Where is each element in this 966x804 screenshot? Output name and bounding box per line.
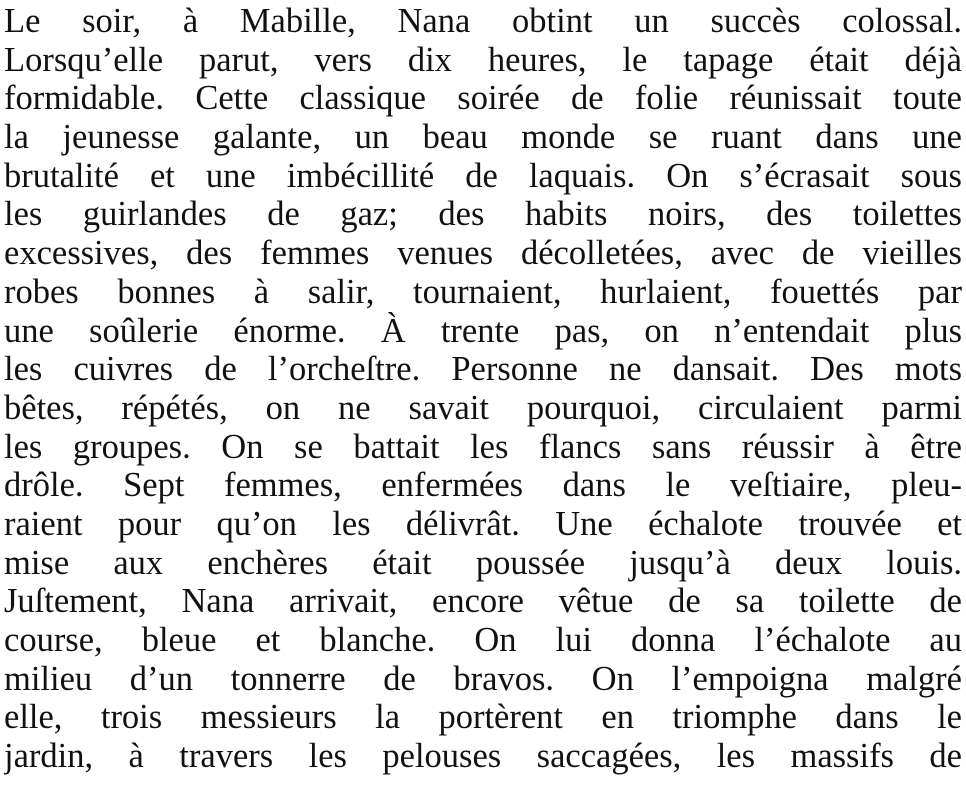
- text-line: les guirlandes de gaz; des habits noirs, des toilettes: [4, 195, 962, 234]
- text-line: drôle. Sept femmes, enfermées dans le veſtiaire, pleu-: [4, 466, 962, 505]
- text-line: formidable. Cette classique soirée de folie réunissait toute: [4, 79, 962, 118]
- text-line: une soûlerie énorme. À trente pas, on n’entendait plus: [4, 311, 962, 350]
- text-line: Juſtement, Nana arrivait, encore vêtue de sa toilette de: [4, 582, 962, 621]
- text-line: milieu d’un tonnerre de bravos. On l’empoigna malgré: [4, 659, 962, 698]
- text-line: bêtes, répétés, on ne savait pourquoi, circulaient parmi: [4, 388, 962, 427]
- text-line: les groupes. On se battait les flancs sans réussir à être: [4, 427, 962, 466]
- text-line: les cuivres de l’orcheſtre. Personne ne dansait. Des mots: [4, 350, 962, 389]
- text-line: robes bonnes à salir, tournaient, hurlaient, fouettés par: [4, 272, 962, 311]
- text-block: [4, 2, 962, 776]
- text-line: elle, trois messieurs la portèrent en triomphe dans le: [4, 698, 962, 737]
- text-line: Lorsqu’elle parut, vers dix heures, le tapage était déjà: [4, 40, 962, 79]
- text-line: excessives, des femmes venues décolletées, avec de vieilles: [4, 234, 962, 273]
- text-line: mise aux enchères était poussée jusqu’à deux louis.: [4, 543, 962, 582]
- text-line: la jeunesse galante, un beau monde se ruant dans une: [4, 118, 962, 157]
- text-line: jardin, à travers les pelouses saccagées, les massifs de: [4, 737, 962, 776]
- text-line: Le soir, à Mabille, Nana obtint un succès colossal.: [4, 2, 962, 40]
- text-line: raient pour qu’on les délivrât. Une échalote trouvée et: [4, 504, 962, 543]
- text-line: brutalité et une imbécillité de laquais. On s’écrasait sous: [4, 156, 962, 195]
- text-line: course, bleue et blanche. On lui donna l’échalote au: [4, 621, 962, 659]
